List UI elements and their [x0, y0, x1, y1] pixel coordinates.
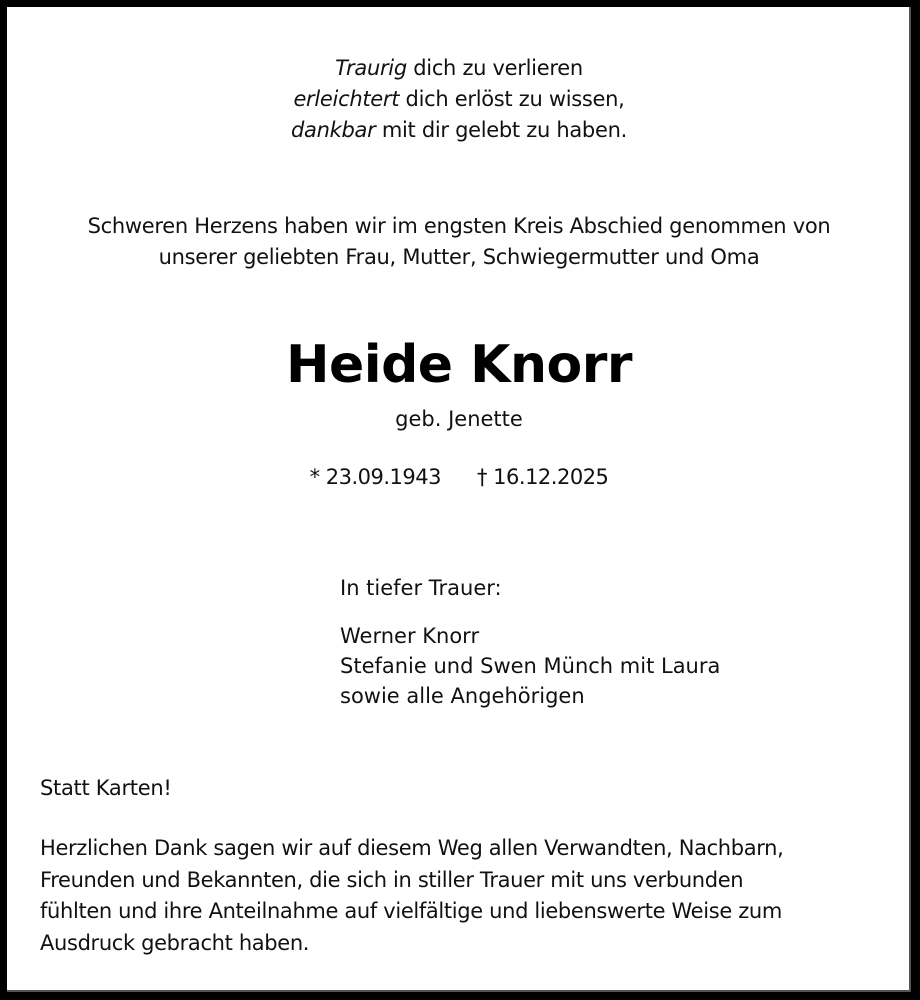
mourners-list	[340, 621, 720, 711]
poem-line	[7, 115, 911, 146]
mourner: Stefanie und Swen Münch mit Laura	[340, 654, 721, 678]
thanks-line: Freunden und Bekannten, die sich in stiller Trauer mit uns verbunden	[40, 867, 744, 892]
poem-text: dich zu verlieren	[406, 56, 583, 80]
life-dates	[7, 462, 911, 492]
mourner: sowie alle Angehörigen	[340, 684, 585, 708]
thanks-line: Ausdruck gebracht haben.	[40, 930, 310, 955]
obituary-notice	[7, 7, 911, 992]
poem-emphasis: Traurig	[335, 56, 407, 80]
poem-text: mit dir gelebt zu haben.	[375, 118, 627, 142]
poem-text: dich erlöst zu wissen,	[399, 87, 625, 111]
birth-date: * 23.09.1943	[309, 465, 441, 489]
mourning-label: In tiefer Trauer:	[340, 576, 502, 600]
death-date: † 16.12.2025	[477, 465, 609, 489]
maiden-name: geb. Jenette	[395, 407, 523, 431]
poem-emphasis: dankbar	[291, 118, 376, 142]
thanks-line: Herzlichen Dank sagen wir auf diesem Weg allen Verwandten, Nachbarn,	[40, 836, 784, 860]
poem-line	[7, 53, 911, 84]
intro-line: unserer geliebten Frau, Mutter, Schwiegermutter und Oma	[158, 245, 760, 269]
thanks-line: fühlten und ihre Anteilnahme auf vielfältige und liebenswerte Weise zum	[40, 899, 782, 923]
thanks-text	[40, 833, 880, 959]
poem-emphasis: erleichtert	[293, 87, 400, 111]
poem-line	[7, 84, 911, 115]
poem	[7, 53, 911, 146]
mourner: Werner Knorr	[340, 624, 480, 648]
intro-line: Schweren Herzens haben wir im engsten Kreis Abschied genommen von	[87, 214, 831, 238]
statt-karten: Statt Karten!	[40, 776, 172, 800]
deceased-name: Heide Knorr	[285, 335, 633, 395]
intro-text	[7, 211, 911, 273]
